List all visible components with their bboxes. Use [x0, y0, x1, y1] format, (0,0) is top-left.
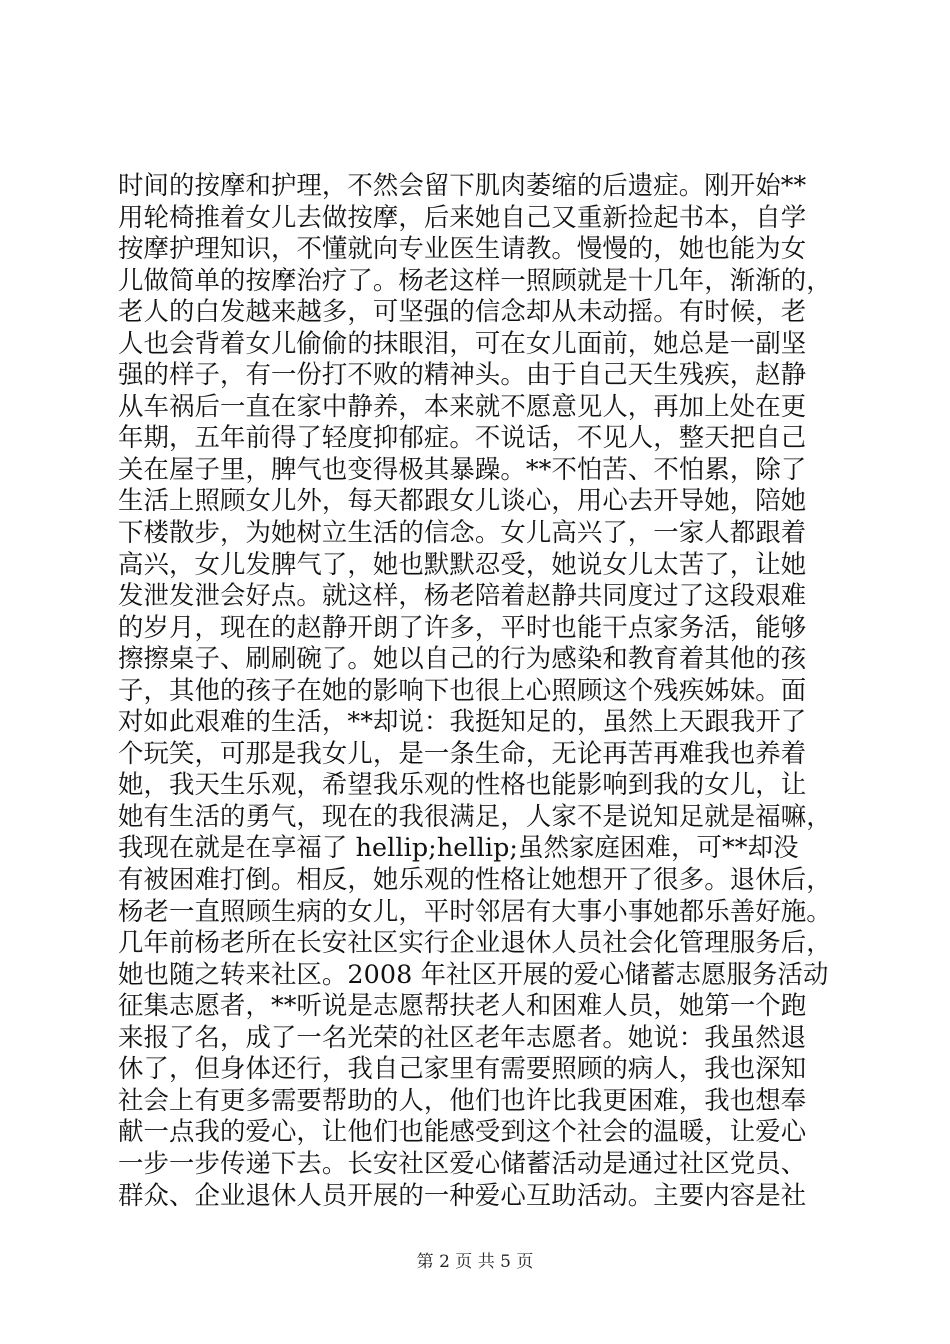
page-number-footer: 第 2 页 共 5 页 — [416, 1252, 534, 1272]
body-paragraph: 时间的按摩和护理，不然会留下肌肉萎缩的后遗症。刚开始** 用轮椅推着女儿去做按摩，后来她自己又重新捡起书本，自学 按摩护理知识，不懂就向专业医生请教。慢慢的，她也能为女 儿做简单的按摩治疗了。杨老这样一照顾就是十几年，渐渐的， 老人的白发越来越多，可坚强的信念却从未动摇。有时候，老 人也会背着女儿偷偷的抹眼泪，可在女儿面前，她总是一副坚 强的样子，有一份打不败的精神头。由于自己天生残疾，赵静 从车祸后一直在家中静养，本来就不愿意见人，再加上处在更 年期，五年前得了轻度抑郁症。不说话，不见人，整天把自己 关在屋子里，脾气也变得极其暴躁。**不怕苦、不怕累，除了 生活上照顾女儿外，每天都跟女儿谈心，用心去开导她，陪她 下楼散步，为她树立生活的信念。女儿高兴了，一家人都跟着 高兴，女儿发脾气了，她也默默忍受，她说女儿太苦了，让她 发泄发泄会好点。就这样，杨老陪着赵静共同度过了这段艰难 的岁月，现在的赵静开朗了许多，平时也能干点家务活，能够 擦擦桌子、刷刷碗了。她以自己的行为感染和教育着其他的孩 子，其他的孩子在她的影响下也很上心照顾这个残疾姊妹。面 对如此艰难的生活，**却说：我挺知足的，虽然上天跟我开了 个玩笑，可那是我女儿，是一条生命，无论再苦再难我也养着 她，我天生乐观，希望我乐观的性格也能影响到我的女儿，让 她有生活的勇气，现在的我很满足，人家不是说知足就是福嘛， 我现在就是在享福了 hellip;hellip;虽然家庭困难，可**却没 有被困难打倒。相反，她乐观的性格让她想开了很多。退休后， 杨老一直照顾生病的女儿，平时邻居有大事小事她都乐善好施。 几年前杨老所在长安社区实行企业退休人员社会化管理服务后， 她也随之转来社区。2008 年社区开展的爱心储蓄志愿服务活动 征集志愿者，**听说是志愿帮扶老人和困难人员，她第一个跑 来报了名，成了一名光荣的社区老年志愿者。她说：我虽然退 休了，但身体还行，我自己家里有需要照顾的病人，我也深知 社会上有更多需要帮助的人，他们也许比我更困难，我也想奉 献一点我的爱心，让他们也能感受到这个社会的温暖，让爱心 一步一步传递下去。长安社区爱心储蓄活动是通过社区党员、 群众、企业退休人员开展的一种爱心互助活动。主要内容是社 — [118, 170, 832, 1210]
